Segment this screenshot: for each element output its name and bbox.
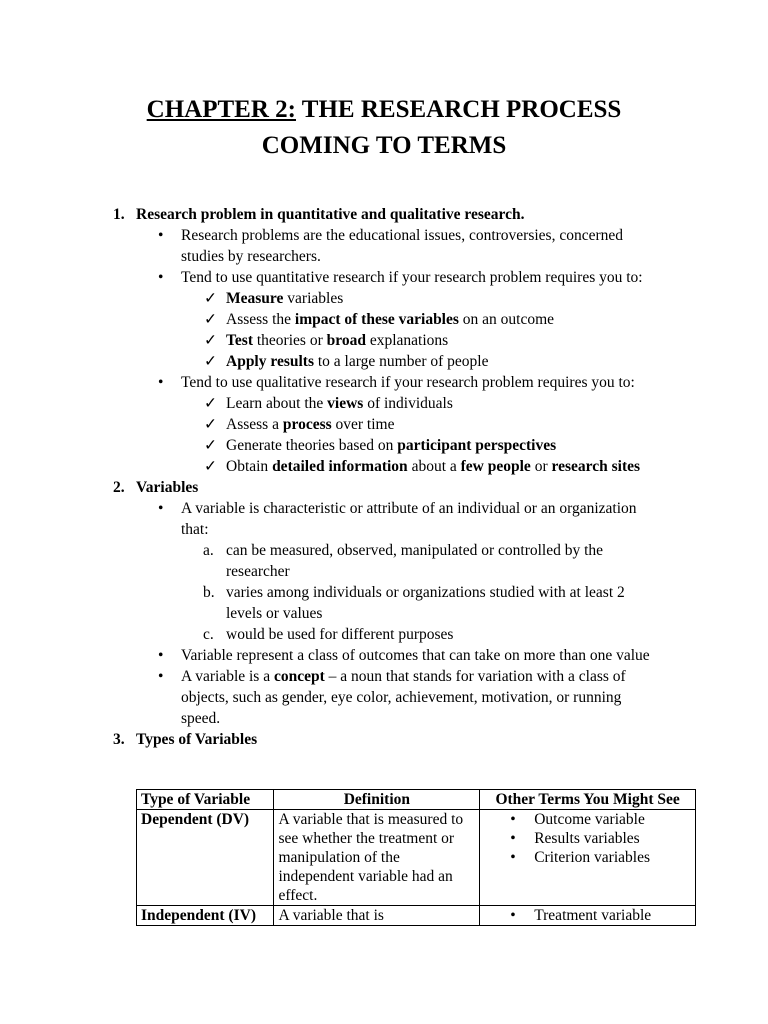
bullet-icon: • [158,647,164,664]
table-row [137,810,696,906]
qual-item-3: Generate theories based on participant perspectives [226,437,557,454]
sublist-c-line1: would be used for different purposes [226,626,454,643]
bullet-icon: • [158,227,164,244]
table-cell-type: Independent (IV) [137,906,274,926]
table-header-cell: Type of Variable [137,790,274,810]
sublist-a-line1: can be measured, observed, manipulated or controlled by the [226,542,604,559]
qual-item-2: Assess a process over time [226,416,395,433]
sublist-a-line2: researcher [226,563,290,580]
section-3-number: 3. [113,731,125,748]
list-item: • Treatment variable [484,906,691,925]
checkmark-icon: ✓ [204,458,217,475]
chapter-label: CHAPTER 2: [146,96,296,123]
s1-bullet3: Tend to use qualitative research if your research problem requires you to: [181,374,635,391]
variables-table [136,789,696,926]
table-cell-definition: A variable that is [274,906,480,926]
table-row [137,906,696,926]
bullet-icon: • [158,500,164,517]
checkmark-icon: ✓ [204,332,217,349]
s1-bullet1-line2: studies by researchers. [181,248,321,265]
s2-bullet3-line1: A variable is a concept – a noun that stands for variation with a class of [181,668,626,685]
table-header-row [137,790,696,810]
s2-bullet2: Variable represent a class of outcomes that can take on more than one value [181,647,650,664]
checkmark-icon: ✓ [204,290,217,307]
table-cell-type: Dependent (DV) [137,810,274,906]
list-item: • Outcome variable [484,810,691,829]
bullet-icon: • [158,269,164,286]
list-item: • Results variables [484,829,691,848]
sublist-b-line2: levels or values [226,605,323,622]
quant-item-1: Measure variables [226,290,344,307]
chapter-title-line1 [0,92,768,127]
s2-bullet3-line3: speed. [181,710,221,727]
section-2-heading: Variables [136,479,199,496]
s1-bullet2: Tend to use quantitative research if your research problem requires you to: [181,269,643,286]
table-cell-definition: A variable that is measured to see whether the treatment or manipulation of the independent variable had an effect. [274,810,480,906]
checkmark-icon: ✓ [204,416,217,433]
checkmark-icon: ✓ [204,395,217,412]
sublist-label-c: c. [203,626,214,643]
sublist-b-line1: varies among individuals or organizations studied with at least 2 [226,584,625,601]
list-item: • Criterion variables [484,848,691,867]
table-cell-terms [480,906,696,926]
quant-item-3: Test theories or broad explanations [226,332,449,349]
sublist-label-a: a. [203,542,214,559]
bullet-icon: • [158,668,164,685]
chapter-title-line2: COMING TO TERMS [261,132,507,159]
chapter-title-text: THE RESEARCH PROCESS [301,96,622,123]
sublist-label-b: b. [203,584,215,601]
s2-bullet3-line2: objects, such as gender, eye color, achievement, motivation, or running [181,689,622,706]
section-2-number: 2. [113,479,125,496]
table-header-cell: Definition [274,790,480,810]
checkmark-icon: ✓ [204,311,217,328]
section-3-heading: Types of Variables [136,731,258,748]
bullet-icon: • [158,374,164,391]
quant-item-4: Apply results to a large number of people [226,353,489,370]
table-header-cell: Other Terms You Might See [480,790,696,810]
quant-item-2: Assess the impact of these variables on an outcome [226,311,555,328]
table-cell-terms [480,810,696,906]
s2-bullet1-line2: that: [181,521,209,538]
qual-item-1: Learn about the views of individuals [226,395,453,412]
section-1-heading: Research problem in quantitative and qualitative research. [136,206,525,223]
qual-item-4: Obtain detailed information about a few people or research sites [226,458,641,475]
section-1-number: 1. [113,206,125,223]
checkmark-icon: ✓ [204,437,217,454]
s2-bullet1-line1: A variable is characteristic or attribute of an individual or an organization [181,500,637,517]
s1-bullet1-line1: Research problems are the educational issues, controversies, concerned [181,227,624,244]
checkmark-icon: ✓ [204,353,217,370]
